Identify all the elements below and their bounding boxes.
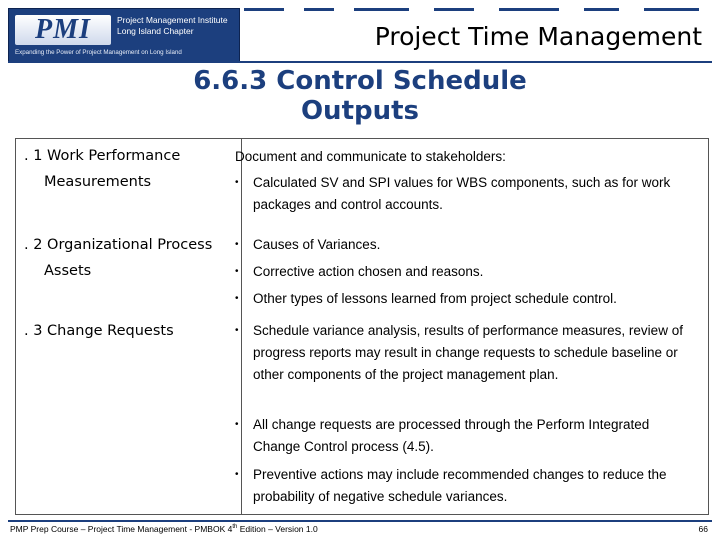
bullet-text: Preventive actions may include recommended changes to reduce the probability of negative schedule variances. <box>253 467 667 504</box>
footer-divider <box>8 520 712 522</box>
list-item <box>235 464 691 508</box>
logo-org-line1: Project Management Institute <box>117 15 228 25</box>
list-item <box>235 261 691 283</box>
header-decoration <box>244 8 710 20</box>
bullet-icon: • <box>235 293 239 304</box>
row-intro: Document and communicate to stakeholders: <box>235 149 506 164</box>
row-label-line1: . 3 Change Requests <box>24 323 174 339</box>
bullet-icon: • <box>235 239 239 250</box>
slide-title <box>0 66 720 126</box>
row-label-work-performance <box>24 143 180 195</box>
logo-org-line2: Long Island Chapter <box>117 26 194 36</box>
logo-tagline: Expanding the Power of Project Management on Long Island <box>15 49 182 56</box>
footer-course-sup: th <box>232 524 238 531</box>
list-item <box>235 234 691 256</box>
bullet-text: Corrective action chosen and reasons. <box>253 264 484 279</box>
bullet-text: Schedule variance analysis, results of performance measures, review of progress reports may result in change requests to schedule baseline or other components of the project management plan. <box>253 323 683 382</box>
pmi-chapter-logo <box>8 8 240 62</box>
row-label-organizational-process <box>24 232 212 284</box>
row-label-line2: Measurements <box>44 174 152 190</box>
list-item <box>235 320 691 386</box>
list-item <box>235 414 691 458</box>
row-label-line2: Assets <box>44 263 92 279</box>
row-label-line1: . 2 Organizational Process <box>24 237 213 253</box>
logo-org-name <box>117 15 235 45</box>
bullet-text: Causes of Variances. <box>253 237 381 252</box>
header-divider <box>8 61 712 63</box>
bullet-icon: • <box>235 325 239 336</box>
pmi-logo-mark: PMI <box>15 15 111 45</box>
bullet-icon: • <box>235 177 239 188</box>
bullet-text: Other types of lessons learned from project schedule control. <box>253 291 617 306</box>
footer-course-prefix: PMP Prep Course – Project Time Management - PMBOK 4 <box>10 524 233 534</box>
footer-course-info <box>10 524 318 534</box>
page-number: 66 <box>698 524 708 534</box>
bullet-icon: • <box>235 469 239 480</box>
section-title: Project Time Management <box>374 22 702 51</box>
bullet-text: All change requests are processed through the Perform Integrated Change Control process (4.5). <box>253 417 650 454</box>
slide-title-line2: Outputs <box>300 96 420 126</box>
bullet-icon: • <box>235 419 239 430</box>
outputs-table <box>15 138 709 515</box>
footer-course-suffix: Edition – Version 1.0 <box>237 524 318 534</box>
bullet-icon: • <box>235 266 239 277</box>
row-label-change-requests <box>24 318 174 344</box>
list-item <box>235 172 691 216</box>
slide-title-line1: 6.6.3 Control Schedule <box>193 66 527 96</box>
row-label-line1: . 1 Work Performance <box>24 148 181 164</box>
list-item <box>235 288 691 310</box>
bullet-text: Calculated SV and SPI values for WBS components, such as for work packages and control accounts. <box>253 175 671 212</box>
